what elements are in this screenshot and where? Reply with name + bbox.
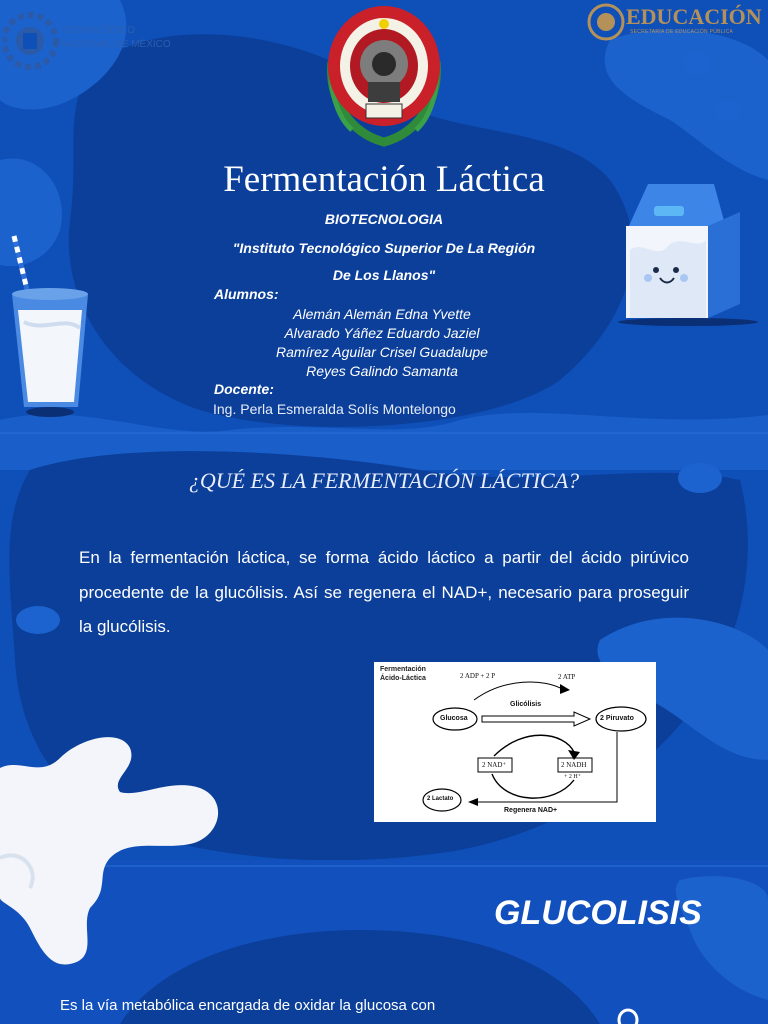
docente-label: Docente:	[214, 381, 274, 397]
slide-title: Fermentación Láctica	[223, 159, 545, 200]
student-name: Reyes Galindo Samanta	[306, 363, 458, 379]
diagram-glucosa-node: Glucosa	[440, 715, 468, 722]
diagram-title-line2: Ácido-Láctica	[380, 675, 426, 682]
tecnm-logo-line1: TECNOLÓGICO	[61, 25, 135, 36]
diagram-regenera-label: Regenera NAD+	[504, 807, 558, 814]
intro-paragraph: En la fermentación láctica, se forma ácido láctico a partir del ácido pirúvico procedente de la glucólisis. Así se regenera el NAD+, necesario para proseguir la glucólisis.	[79, 548, 689, 636]
glucolisis-paragraph: Es la vía metabólica encargada de oxidar la glucosa con	[60, 997, 436, 1014]
student-name: Alvarado Yáñez Eduardo Jaziel	[284, 325, 480, 341]
lactic-fermentation-diagram	[374, 662, 656, 822]
alumnos-label: Alumnos:	[214, 286, 279, 302]
diagram-glicolisis-label: Glicólisis	[510, 701, 542, 708]
institution-line1: "Instituto Tecnológico Superior De La Región	[232, 240, 536, 256]
sep-logo-subtitle: SECRETARÍA DE EDUCACIÓN PÚBLICA	[630, 29, 734, 35]
glucolisis-heading: GLUCOLISIS	[494, 894, 702, 932]
sep-educacion-logo	[586, 2, 766, 44]
institution-line2: De Los Llanos"	[332, 267, 436, 283]
milk-splash-illustration	[0, 728, 230, 968]
subject-label: BIOTECNOLOGIA	[324, 211, 444, 227]
tecnm-logo-line2: NACIONAL DE MÉXICO	[61, 39, 171, 50]
docente-name: Ing. Perla Esmeralda Solís Montelongo	[213, 401, 456, 417]
diagram-title-line1: Fermentación	[380, 666, 426, 673]
tecnm-logo	[3, 3, 173, 79]
diagram-nad-node: 2 NAD⁺	[482, 761, 507, 769]
student-name: Alemán Alemán Edna Yvette	[293, 306, 471, 322]
diagram-h-label: + 2 H⁺	[564, 774, 581, 780]
sep-logo-title: EDUCACIÓN	[626, 4, 762, 29]
question-heading: ¿QUÉ ES LA FERMENTACIÓN LÁCTICA?	[188, 468, 580, 493]
circle-decoration-icon	[616, 1006, 640, 1024]
diagram-piruvato-node: 2 Piruvato	[600, 715, 634, 722]
milk-carton-illustration	[608, 180, 758, 330]
milk-glass-illustration	[4, 232, 94, 422]
student-name: Ramírez Aguilar Crisel Guadalupe	[276, 344, 488, 360]
diagram-nadh-node: 2 NADH	[561, 761, 587, 769]
diagram-lactato-node: 2 Lactato	[427, 796, 454, 802]
diagram-adp-label: 2 ADP + 2 P	[460, 672, 496, 680]
institute-seal-logo	[322, 2, 446, 148]
diagram-atp-label: 2 ATP	[558, 673, 576, 681]
